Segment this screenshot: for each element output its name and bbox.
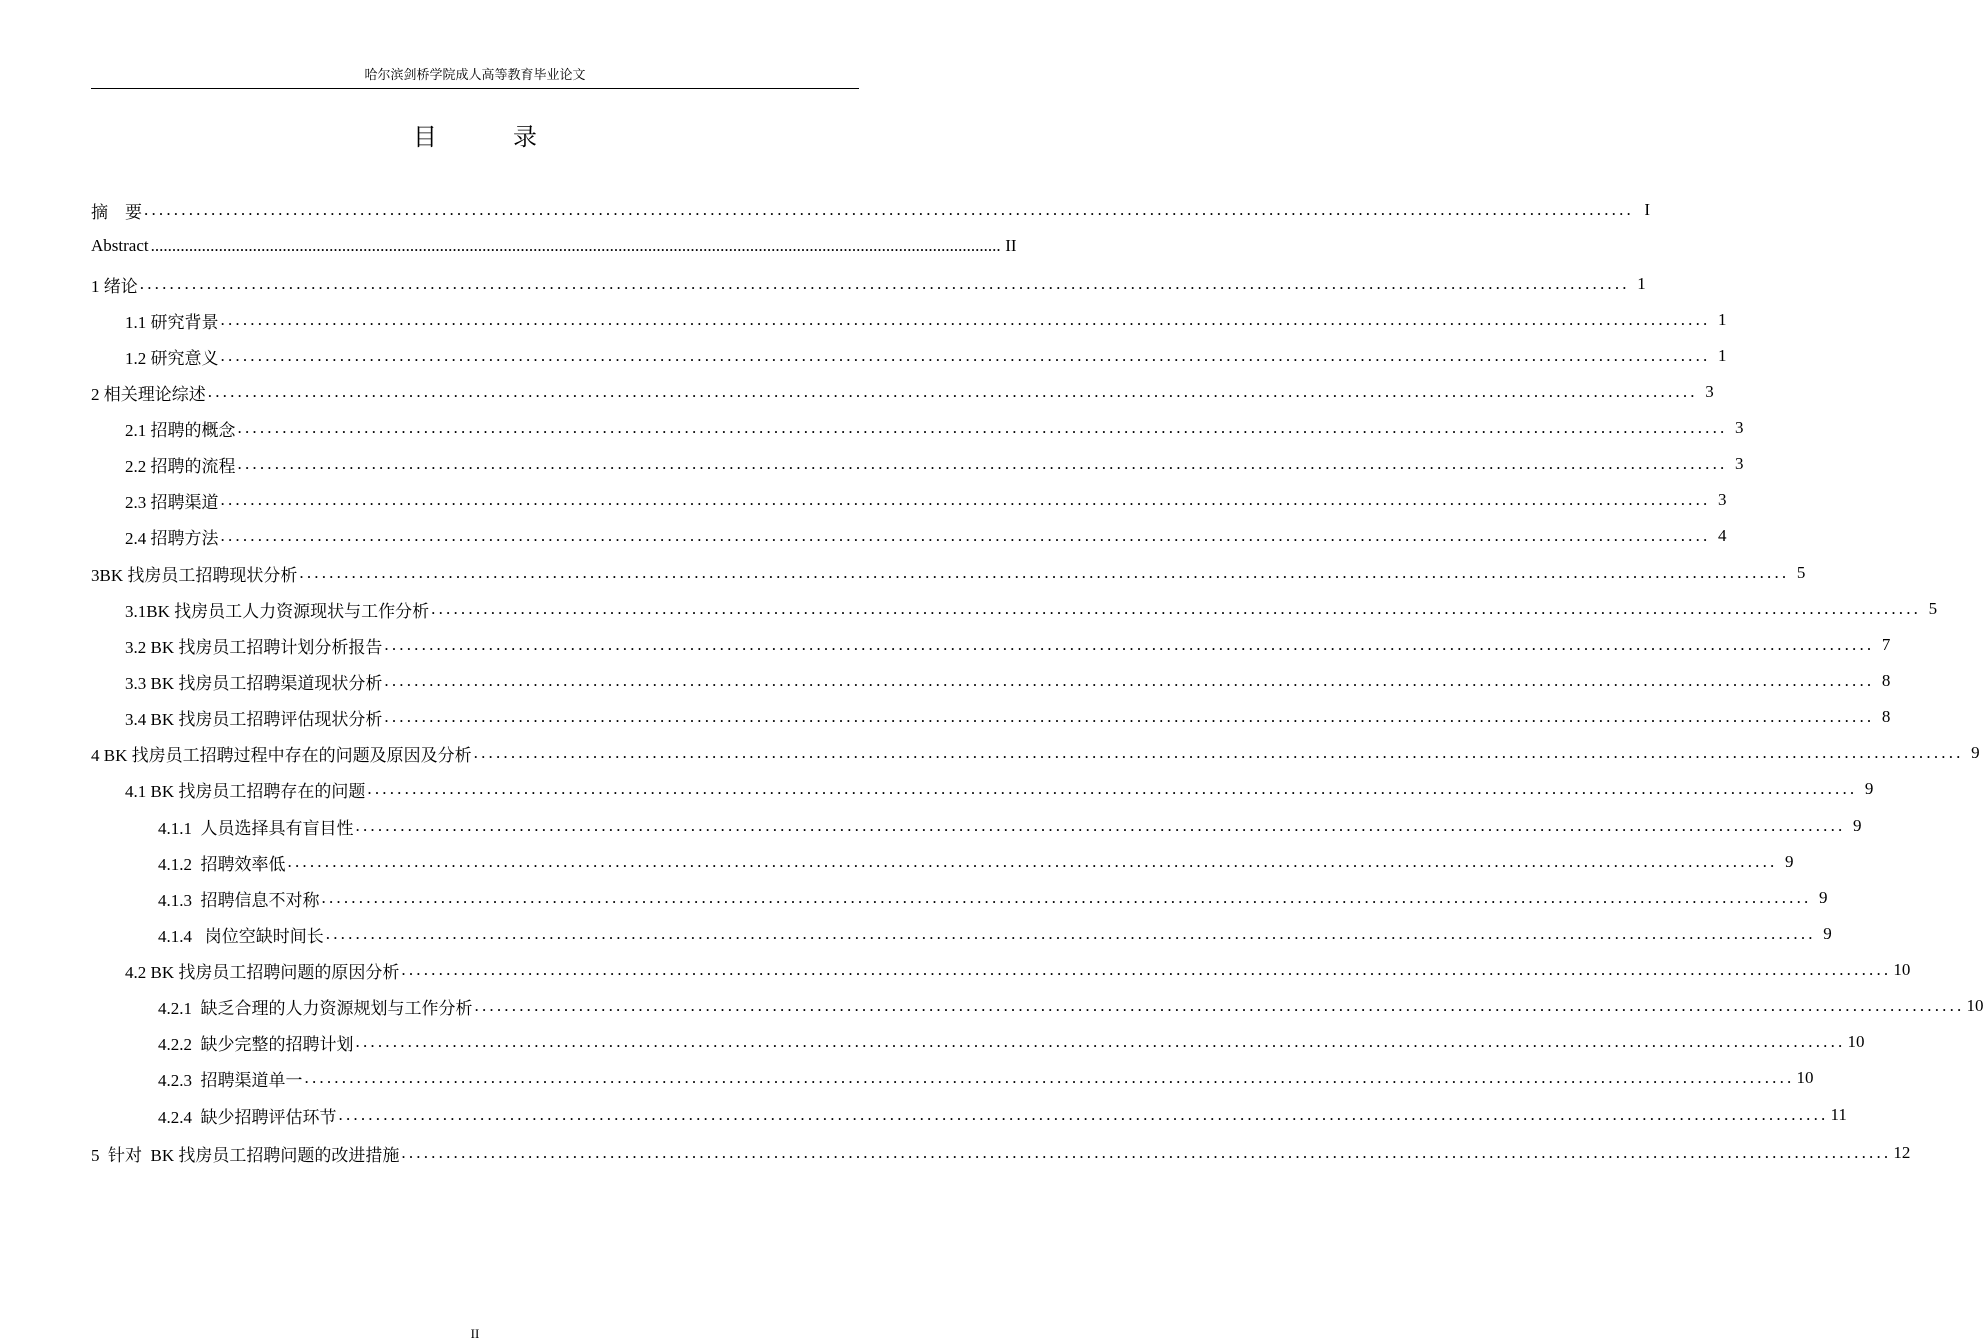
toc-entry: [91, 338, 1727, 374]
toc-dot-leader: ........................................................................................................................................................................................................: [325, 924, 1816, 943]
toc-entry-page: 3: [1705, 382, 1714, 401]
toc-entry-page: 10: [1796, 1068, 1814, 1087]
toc-entry-page: 9: [1971, 743, 1980, 762]
toc-dot-leader: ........................................................................................................................................................................................................: [237, 454, 1728, 473]
toc-entry-label: 1.2 研究意义: [125, 348, 219, 368]
toc-entry: [91, 735, 1980, 771]
toc-dot-leader: ........................................................................................................................................................................................................: [384, 635, 1875, 654]
toc-entry-label: 4.2.3 招聘渠道单一: [158, 1070, 303, 1090]
toc-entry-label: 4.2 BK 找房员工招聘问题的原因分析: [125, 962, 400, 982]
toc-entry: [91, 988, 1984, 1024]
toc-dot-leader: ........................................................................................................................................................................................................: [237, 418, 1728, 437]
toc-entry-label: 4 BK 找房员工招聘过程中存在的问题及原因及分析: [91, 745, 472, 765]
toc-entry-page: 12: [1893, 1143, 1911, 1162]
toc-entry: [91, 1135, 1911, 1171]
toc-dot-leader: ........................................................................................................................................................................................................: [144, 200, 1634, 219]
toc-entry: [91, 1024, 1865, 1060]
toc-entry: [91, 1060, 1814, 1096]
toc-entry-label: 4.1.3 招聘信息不对称: [158, 890, 320, 910]
toc-entry-label: 2.4 招聘方法: [125, 528, 219, 548]
toc-dot-leader: ........................................................................................................................................................................................................: [384, 671, 1875, 690]
toc-entry-page: 9: [1819, 888, 1828, 907]
toc-entry: [91, 952, 1911, 988]
toc-dot-leader: ........................................................................................................................................................................................................: [355, 816, 1846, 835]
toc-entry-page: 7: [1881, 635, 1891, 654]
toc-entry-label: 3BK 找房员工招聘现状分析: [91, 565, 298, 585]
toc-entry-page: 3: [1718, 490, 1727, 509]
toc-entry-label: 4.1.1 人员选择具有盲目性: [158, 818, 354, 838]
toc-entry: [91, 482, 1727, 518]
toc-entry: [91, 880, 1828, 916]
toc-entry-label: 4.1.4 岗位空缺时间长: [158, 926, 324, 946]
toc-entry-page: 9: [1864, 779, 1874, 798]
toc-entry-label: Abstract: [91, 236, 149, 255]
toc-entry: [91, 591, 1938, 627]
toc-entry-page: 8: [1881, 707, 1891, 726]
toc-entry: [91, 410, 1744, 446]
toc-dot-leader: ........................................................................................................................................................................................................: [220, 346, 1711, 365]
toc-dot-leader: ........................................................................................................................................................................................................: [355, 1032, 1846, 1051]
toc-entry: [91, 555, 1806, 591]
toc-entry-label: 2.1 招聘的概念: [125, 420, 236, 440]
toc-dot-leader: ........................................................................................................................................................................................................: [299, 563, 1790, 582]
toc-dot-leader: ........................................................................................................................................................................................................: [384, 707, 1875, 726]
page-header: 哈尔滨剑桥学院成人高等教育毕业论文: [364, 67, 586, 82]
toc-dot-leader: ........................................................................................................................................................................................................: [338, 1105, 1829, 1124]
toc-entry-page: 3: [1735, 418, 1744, 437]
toc-entry-label: 3.2 BK 找房员工招聘计划分析报告: [125, 637, 383, 657]
toc-entry-label: 4.2.4 缺少招聘评估环节: [158, 1107, 337, 1127]
toc-entry: [91, 699, 1891, 735]
toc-entry-page: I: [1644, 200, 1650, 219]
page-number: II: [470, 1326, 480, 1341]
toc-entry: [91, 374, 1714, 410]
toc-entry-page: 9: [1853, 816, 1862, 835]
toc-entry: [91, 844, 1794, 880]
toc-dot-leader: ........................................................................................................................................................................................................: [401, 1143, 1892, 1162]
toc-entry-label: 摘 要: [91, 202, 142, 222]
toc-dot-leader: ........................................................................................................................................................................................................: [321, 888, 1812, 907]
toc-dot-leader: ........................................................................................................................................................................................................: [220, 310, 1711, 329]
toc-entry: [91, 518, 1727, 554]
toc-entry-label: 3.4 BK 找房员工招聘评估现状分析: [125, 709, 383, 729]
toc-entry-page: 1: [1637, 274, 1646, 293]
toc-entry-page: 1: [1718, 310, 1727, 329]
toc-dot-leader: ........................................................................................................................................................................................................: [367, 779, 1858, 798]
toc-entry: [91, 771, 1874, 807]
toc-dot-leader: ........................................................................................................................................................................................................: [139, 274, 1630, 293]
toc-dot-leader: ........................................................................................................................................................................................................: [304, 1068, 1795, 1087]
toc-entry: [91, 192, 1650, 228]
toc-entry-page: 8: [1881, 671, 1891, 690]
toc-entry-page: 9: [1785, 852, 1794, 871]
toc-entry-label: 1 绪论: [91, 276, 138, 296]
toc-entry-label: 4.2.2 缺少完整的招聘计划: [158, 1034, 354, 1054]
toc-title: 目 录: [413, 125, 563, 151]
toc-entry: [91, 916, 1832, 952]
toc-entry-label: 1.1 研究背景: [125, 312, 219, 332]
toc-entry-page: 11: [1830, 1105, 1847, 1124]
toc-entry-label: 5 针对 BK 找房员工招聘问题的改进措施: [91, 1145, 400, 1165]
toc-entry-label: 3.3 BK 找房员工招聘渠道现状分析: [125, 673, 383, 693]
toc-entry-page: II: [1005, 236, 1017, 255]
toc-entry: [91, 446, 1744, 482]
toc-entry: [91, 808, 1862, 844]
toc-entry: [91, 663, 1891, 699]
toc-entry: [91, 1097, 1847, 1133]
toc-dot-leader: ........................................................................................................................................................................................................: [207, 382, 1698, 401]
toc-dot-leader: ........................................................................................................................................................................................................: [287, 852, 1778, 871]
toc-entry-page: 10: [1847, 1032, 1865, 1051]
toc-entry-page: 9: [1823, 924, 1832, 943]
toc-dot-leader: ........................................................................................................................................................................................................: [474, 996, 1965, 1015]
toc-entry-label: 4.2.1 缺乏合理的人力资源规划与工作分析: [158, 998, 473, 1018]
toc-dot-leader: ........................................................................................................................................................................................................: [473, 743, 1964, 762]
toc-entry-label: 4.1 BK 找房员工招聘存在的问题: [125, 781, 366, 801]
toc-entry-page: 5: [1928, 599, 1938, 618]
toc-entry-label: 2.2 招聘的流程: [125, 456, 236, 476]
toc-entry-page: 10: [1966, 996, 1984, 1015]
toc-entry-page: 3: [1735, 454, 1744, 473]
toc-entry: [91, 266, 1646, 302]
toc-dot-leader: ........................................................................................................................................................................................................: [431, 599, 1922, 618]
toc-dot-leader: ........................................................................................................................................................................................................: [220, 490, 1711, 509]
toc-entry-page: 4: [1718, 526, 1727, 545]
toc-entry-label: 2 相关理论综述: [91, 384, 206, 404]
toc-entry-label: 3.1BK 找房员工人力资源现状与工作分析: [125, 601, 430, 621]
toc-entry-page: 1: [1718, 346, 1727, 365]
toc-entry: [91, 627, 1891, 663]
toc-entry-label: 2.3 招聘渠道: [125, 492, 219, 512]
toc-entry: [91, 302, 1727, 338]
toc-entry-label: 4.1.2 招聘效率低: [158, 854, 286, 874]
header-rule: [91, 88, 859, 89]
toc-dot-leader: ........................................................................................................................................................................................................: [401, 960, 1892, 979]
toc-entry-page: 5: [1796, 563, 1806, 582]
toc-entry: [91, 228, 1017, 264]
toc-dot-leader: ........................................................................................................................................................................................................: [220, 526, 1711, 545]
toc-entry-page: 10: [1893, 960, 1911, 979]
toc-dot-leader: ........................................................................................................................................................................................................: [150, 236, 1001, 255]
